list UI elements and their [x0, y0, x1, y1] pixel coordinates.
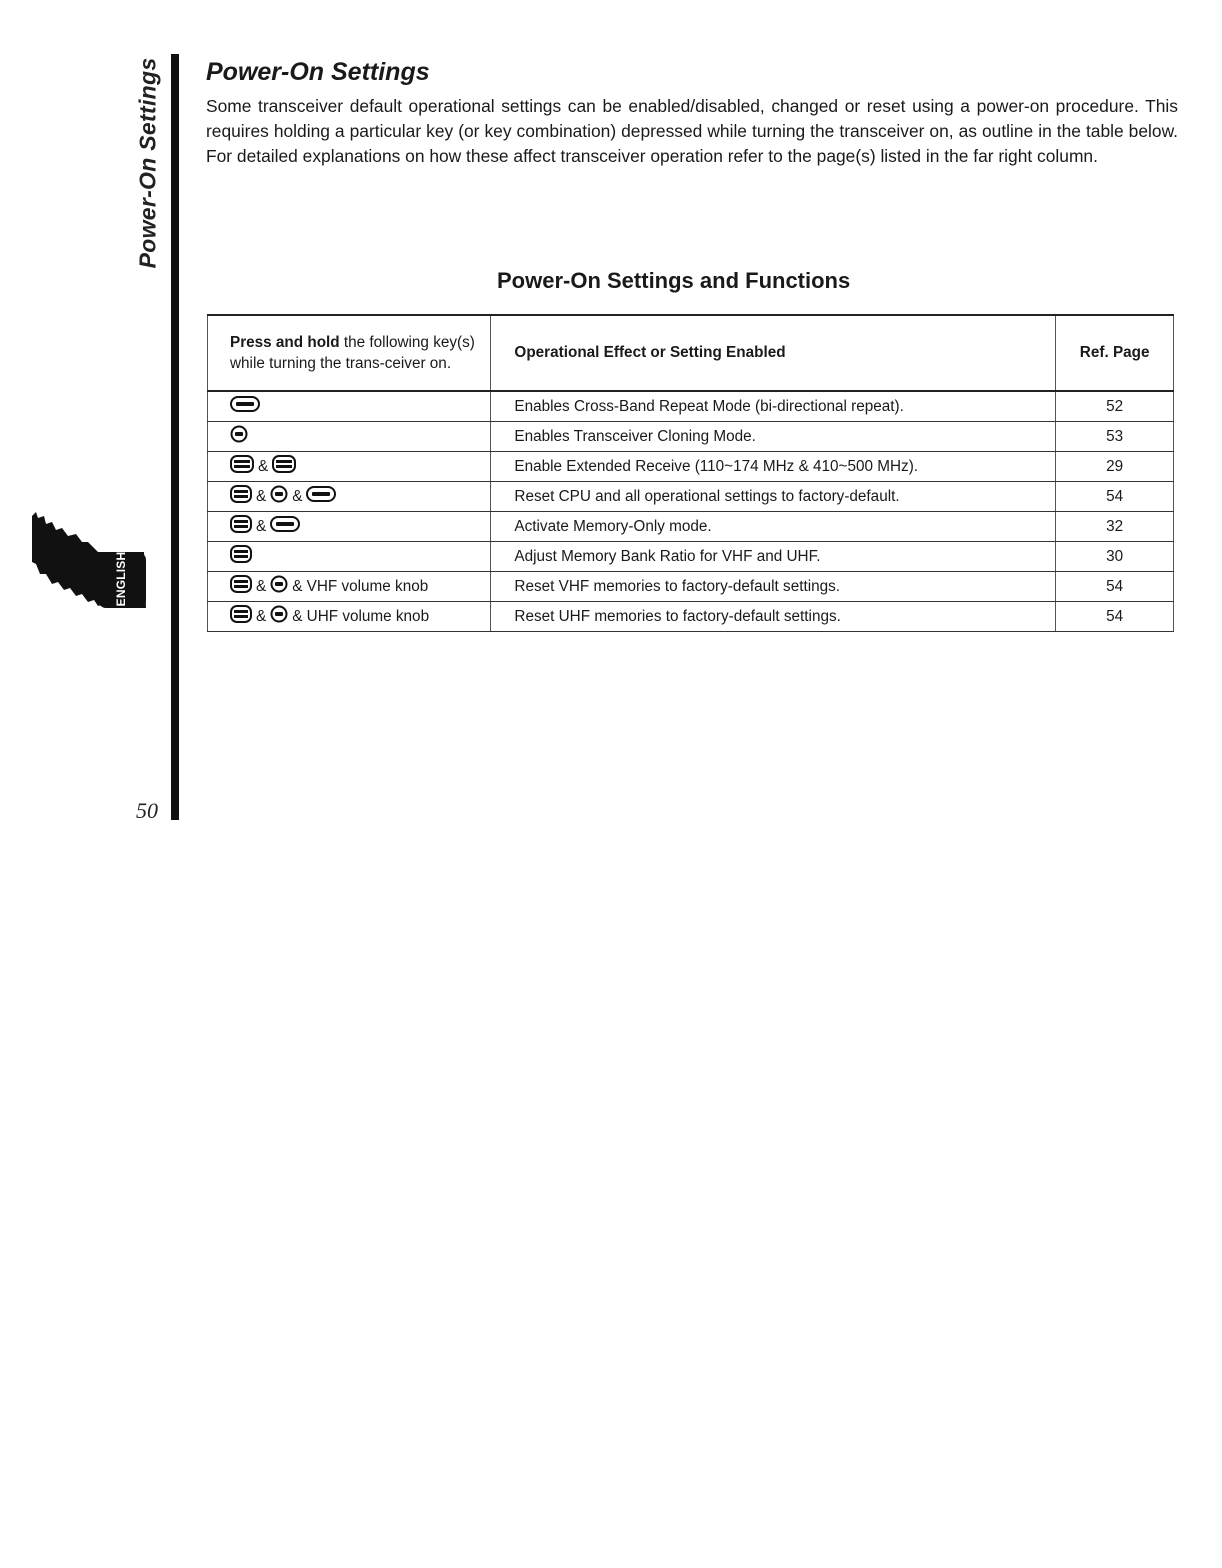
- side-vertical-rule: [171, 54, 179, 820]
- table-row: [208, 602, 1174, 632]
- row-ref-page: 29: [1056, 452, 1174, 482]
- ampersand: &: [256, 577, 267, 595]
- dmr-key-icon: [230, 545, 252, 568]
- ampersand: &: [258, 457, 269, 475]
- dmr-key-icon: [230, 605, 252, 628]
- row-keys: [208, 512, 491, 542]
- row-effect: Enables Cross-Band Repeat Mode (bi-directional repeat).: [491, 391, 1056, 422]
- row-ref-page: 53: [1056, 422, 1174, 452]
- dmr-key-icon: [230, 515, 252, 538]
- row-effect: Enables Transceiver Cloning Mode.: [491, 422, 1056, 452]
- table-row: [208, 452, 1174, 482]
- row-keys: [208, 602, 491, 632]
- table-row: [208, 512, 1174, 542]
- row-effect: Reset CPU and all operational settings to factory-default.: [491, 482, 1056, 512]
- volume-knob-text: & VHF volume knob: [292, 577, 429, 595]
- row-effect: Activate Memory-Only mode.: [491, 512, 1056, 542]
- row-ref-page: 52: [1056, 391, 1174, 422]
- power-on-settings-table: [207, 314, 1174, 632]
- intro-paragraph: Some transceiver default operational settings can be enabled/disabled, changed or reset using a power-on procedure. This requires holding a particular key (or key combination) depressed while turning the transceiver on, as outline in the table below. For detailed explanations on how these affect transceiver operation refer to the page(s) listed in the far right column.: [206, 96, 1178, 166]
- table-row: [208, 422, 1174, 452]
- row-keys: [208, 482, 491, 512]
- table-row: [208, 482, 1174, 512]
- row-keys: [208, 452, 491, 482]
- table-row: [208, 391, 1174, 422]
- language-tab-label: ENGLISH: [114, 551, 128, 607]
- row-keys: [208, 422, 491, 452]
- page-key-icon: [270, 515, 300, 538]
- table-row: [208, 572, 1174, 602]
- ampersand: &: [292, 487, 303, 505]
- table-row: [208, 542, 1174, 572]
- row-keys: [208, 572, 491, 602]
- table-header-row: [208, 315, 1174, 391]
- scan-key-icon: [230, 455, 254, 478]
- row-effect: Enable Extended Receive (110~174 MHz & 410~500 MHz).: [491, 452, 1056, 482]
- dmr-key-icon: [230, 485, 252, 508]
- row-ref-page: 30: [1056, 542, 1174, 572]
- ampersand: &: [256, 607, 267, 625]
- ampersand: &: [256, 487, 267, 505]
- ampersand: &: [256, 517, 267, 535]
- header-effect: Operational Effect or Setting Enabled: [491, 315, 1056, 391]
- ent-key-icon: [270, 575, 288, 598]
- page-number: 50: [136, 798, 158, 823]
- row-keys: [208, 542, 491, 572]
- row-ref-page: 54: [1056, 482, 1174, 512]
- row-effect: Adjust Memory Bank Ratio for VHF and UHF.: [491, 542, 1056, 572]
- row-ref-page: 54: [1056, 572, 1174, 602]
- side-section-label: Power-On Settings: [134, 57, 161, 269]
- row-effect: Reset UHF memories to factory-default settings.: [491, 602, 1056, 632]
- ent-key-icon: [230, 425, 248, 448]
- header-keys: Press and hold the following key(s) while turning the trans-ceiver on.: [208, 315, 491, 391]
- row-ref-page: 54: [1056, 602, 1174, 632]
- page-title: Power-On Settings: [206, 58, 430, 86]
- rev-key-icon: [306, 485, 336, 508]
- ent-key-icon: [270, 605, 288, 628]
- rpt-key-icon: [230, 395, 260, 418]
- table-title: Power-On Settings and Functions: [497, 268, 851, 293]
- home-key-icon: [272, 455, 296, 478]
- row-effect: Reset VHF memories to factory-default settings.: [491, 572, 1056, 602]
- header-ref-page: Ref. Page: [1056, 315, 1174, 391]
- dmr-key-icon: [230, 575, 252, 598]
- ent-key-icon: [270, 485, 288, 508]
- row-ref-page: 32: [1056, 512, 1174, 542]
- row-keys: [208, 391, 491, 422]
- volume-knob-text: & UHF volume knob: [292, 607, 430, 625]
